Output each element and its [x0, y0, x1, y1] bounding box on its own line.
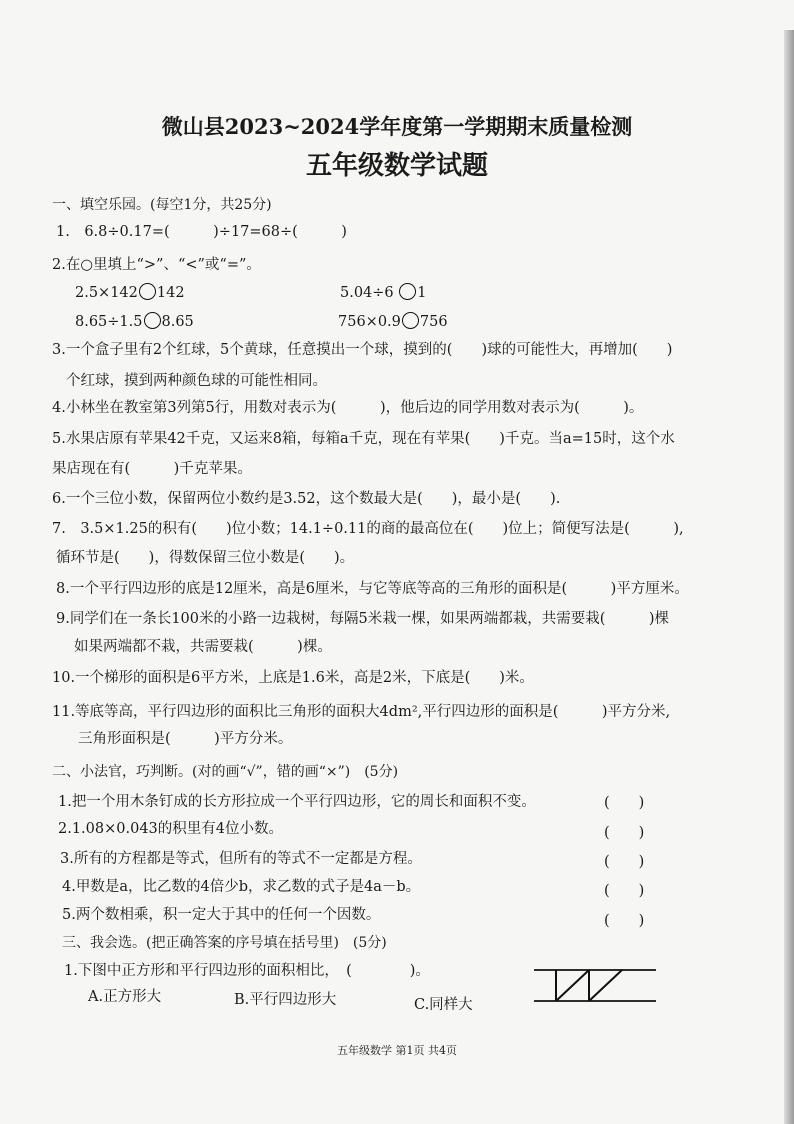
compare-d	[338, 312, 448, 331]
question-8: 8.一个平行四边形的底是12厘米，高是6厘米，与它等底等高的三角形的面积是( )平方厘米。	[56, 581, 689, 597]
question-3-line2: 个红球，摸到两种颜色球的可能性相同。	[66, 373, 327, 389]
question-11-line2: 三角形面积是( )平方分米。	[78, 731, 293, 747]
compare-a	[75, 283, 185, 302]
section1-heading: 一、填空乐园。(每空1分，共25分)	[52, 197, 272, 213]
question-1: 1. 6.8÷0.17=( )÷17=68÷( )	[56, 224, 347, 240]
judge-blank-2[interactable]: ( )	[604, 825, 645, 841]
question-4: 4.小林坐在教室第3列第5行，用数对表示为( )，他后边的同学用数对表示为( )。	[52, 400, 644, 416]
compare-a-right: 142	[156, 285, 185, 301]
exam-subtitle: 五年级数学试题	[305, 151, 488, 181]
compare-a-left: 2.5×142	[75, 285, 138, 301]
question-10: 10.一个梯形的面积是6平方米，上底是1.6米，高是2米，下底是( )米。	[52, 670, 534, 686]
exam-title: 微山县2023~2024学年度第一学期期末质量检测	[161, 114, 633, 139]
judge-item-1: 1.把一个用木条钉成的长方形拉成一个平行四边形，它的周长和面积不变。	[58, 794, 536, 810]
question-5-line1: 5.水果店原有苹果42千克，又运来8箱，每箱a千克，现在有苹果( )千克。当a=15时，这个水	[52, 431, 675, 447]
compare-b	[340, 283, 427, 302]
compare-c	[75, 312, 194, 331]
question-5-line2: 果店现在有( )千克苹果。	[52, 461, 252, 477]
choice-option-b: B.平行四边形大	[234, 992, 337, 1008]
compare-c-left: 8.65÷1.5	[75, 314, 143, 330]
judge-blank-5[interactable]: ( )	[604, 913, 645, 929]
question-2: 2.在○里填上“>”、“<”或“=”。	[52, 257, 261, 273]
compare-d-right: 756	[419, 314, 448, 330]
judge-blank-1[interactable]: ( )	[604, 795, 645, 811]
compare-c-right: 8.65	[161, 314, 194, 330]
compare-circle-c[interactable]	[144, 312, 161, 329]
choice-question-1: 1.下图中正方形和平行四边形的面积相比， ( )。	[64, 963, 430, 979]
judge-item-4: 4.甲数是a，比乙数的4倍少b，求乙数的式子是4a－b。	[62, 879, 421, 895]
judge-item-5: 5.两个数相乘，积一定大于其中的任何一个因数。	[62, 907, 381, 923]
choice-option-a: A.正方形大	[88, 989, 162, 1005]
question-9-line1: 9.同学们在一条长100米的小路一边栽树，每隔5米栽一棵，如果两端都栽，共需要栽( )棵	[56, 611, 670, 627]
question-6: 6.一个三位小数，保留两位小数约是3.52，这个数最大是( )，最小是( ).	[52, 491, 561, 507]
question-11-line1: 11.等底等高，平行四边形的面积比三角形的面积大4dm²,平行四边形的面积是( )平方分米,	[52, 704, 671, 720]
judge-blank-4[interactable]: ( )	[604, 883, 645, 899]
judge-item-3: 3.所有的方程都是等式，但所有的等式不一定都是方程。	[60, 851, 422, 867]
choice-option-c: C.同样大	[414, 997, 473, 1013]
section2-heading: 二、小法官，巧判断。(对的画“√”，错的画“×”) (5分)	[52, 764, 399, 780]
judge-item-2: 2.1.08×0.043的积里有4位小数。	[58, 821, 284, 837]
compare-b-right: 1	[417, 285, 427, 301]
page-footer: 五年级数学 第1页 共4页	[337, 1044, 457, 1057]
question-7-line2: 循环节是( )，得数保留三位小数是( )。	[56, 550, 355, 566]
compare-circle-b[interactable]	[399, 283, 416, 300]
square-parallelogram-figure	[532, 964, 658, 1006]
compare-d-left: 756×0.9	[338, 314, 401, 330]
scan-edge	[784, 30, 794, 1124]
compare-circle-d[interactable]	[402, 312, 419, 329]
question-3-line1: 3.一个盒子里有2个红球，5个黄球，任意摸出一个球，摸到的( )球的可能性大，再增加( )	[52, 342, 673, 358]
question-7-line1: 7. 3.5×1.25的积有( )位小数；14.1÷0.11的商的最高位在( )位上；简便写法是( ),	[52, 521, 684, 537]
section3-heading: 三、我会选。(把正确答案的序号填在括号里) (5分)	[62, 935, 387, 951]
question-9-line2: 如果两端都不栽，共需要栽( )棵。	[74, 639, 332, 655]
judge-blank-3[interactable]: ( )	[604, 854, 645, 870]
compare-b-left: 5.04÷6	[340, 285, 394, 301]
compare-circle-a[interactable]	[139, 283, 156, 300]
